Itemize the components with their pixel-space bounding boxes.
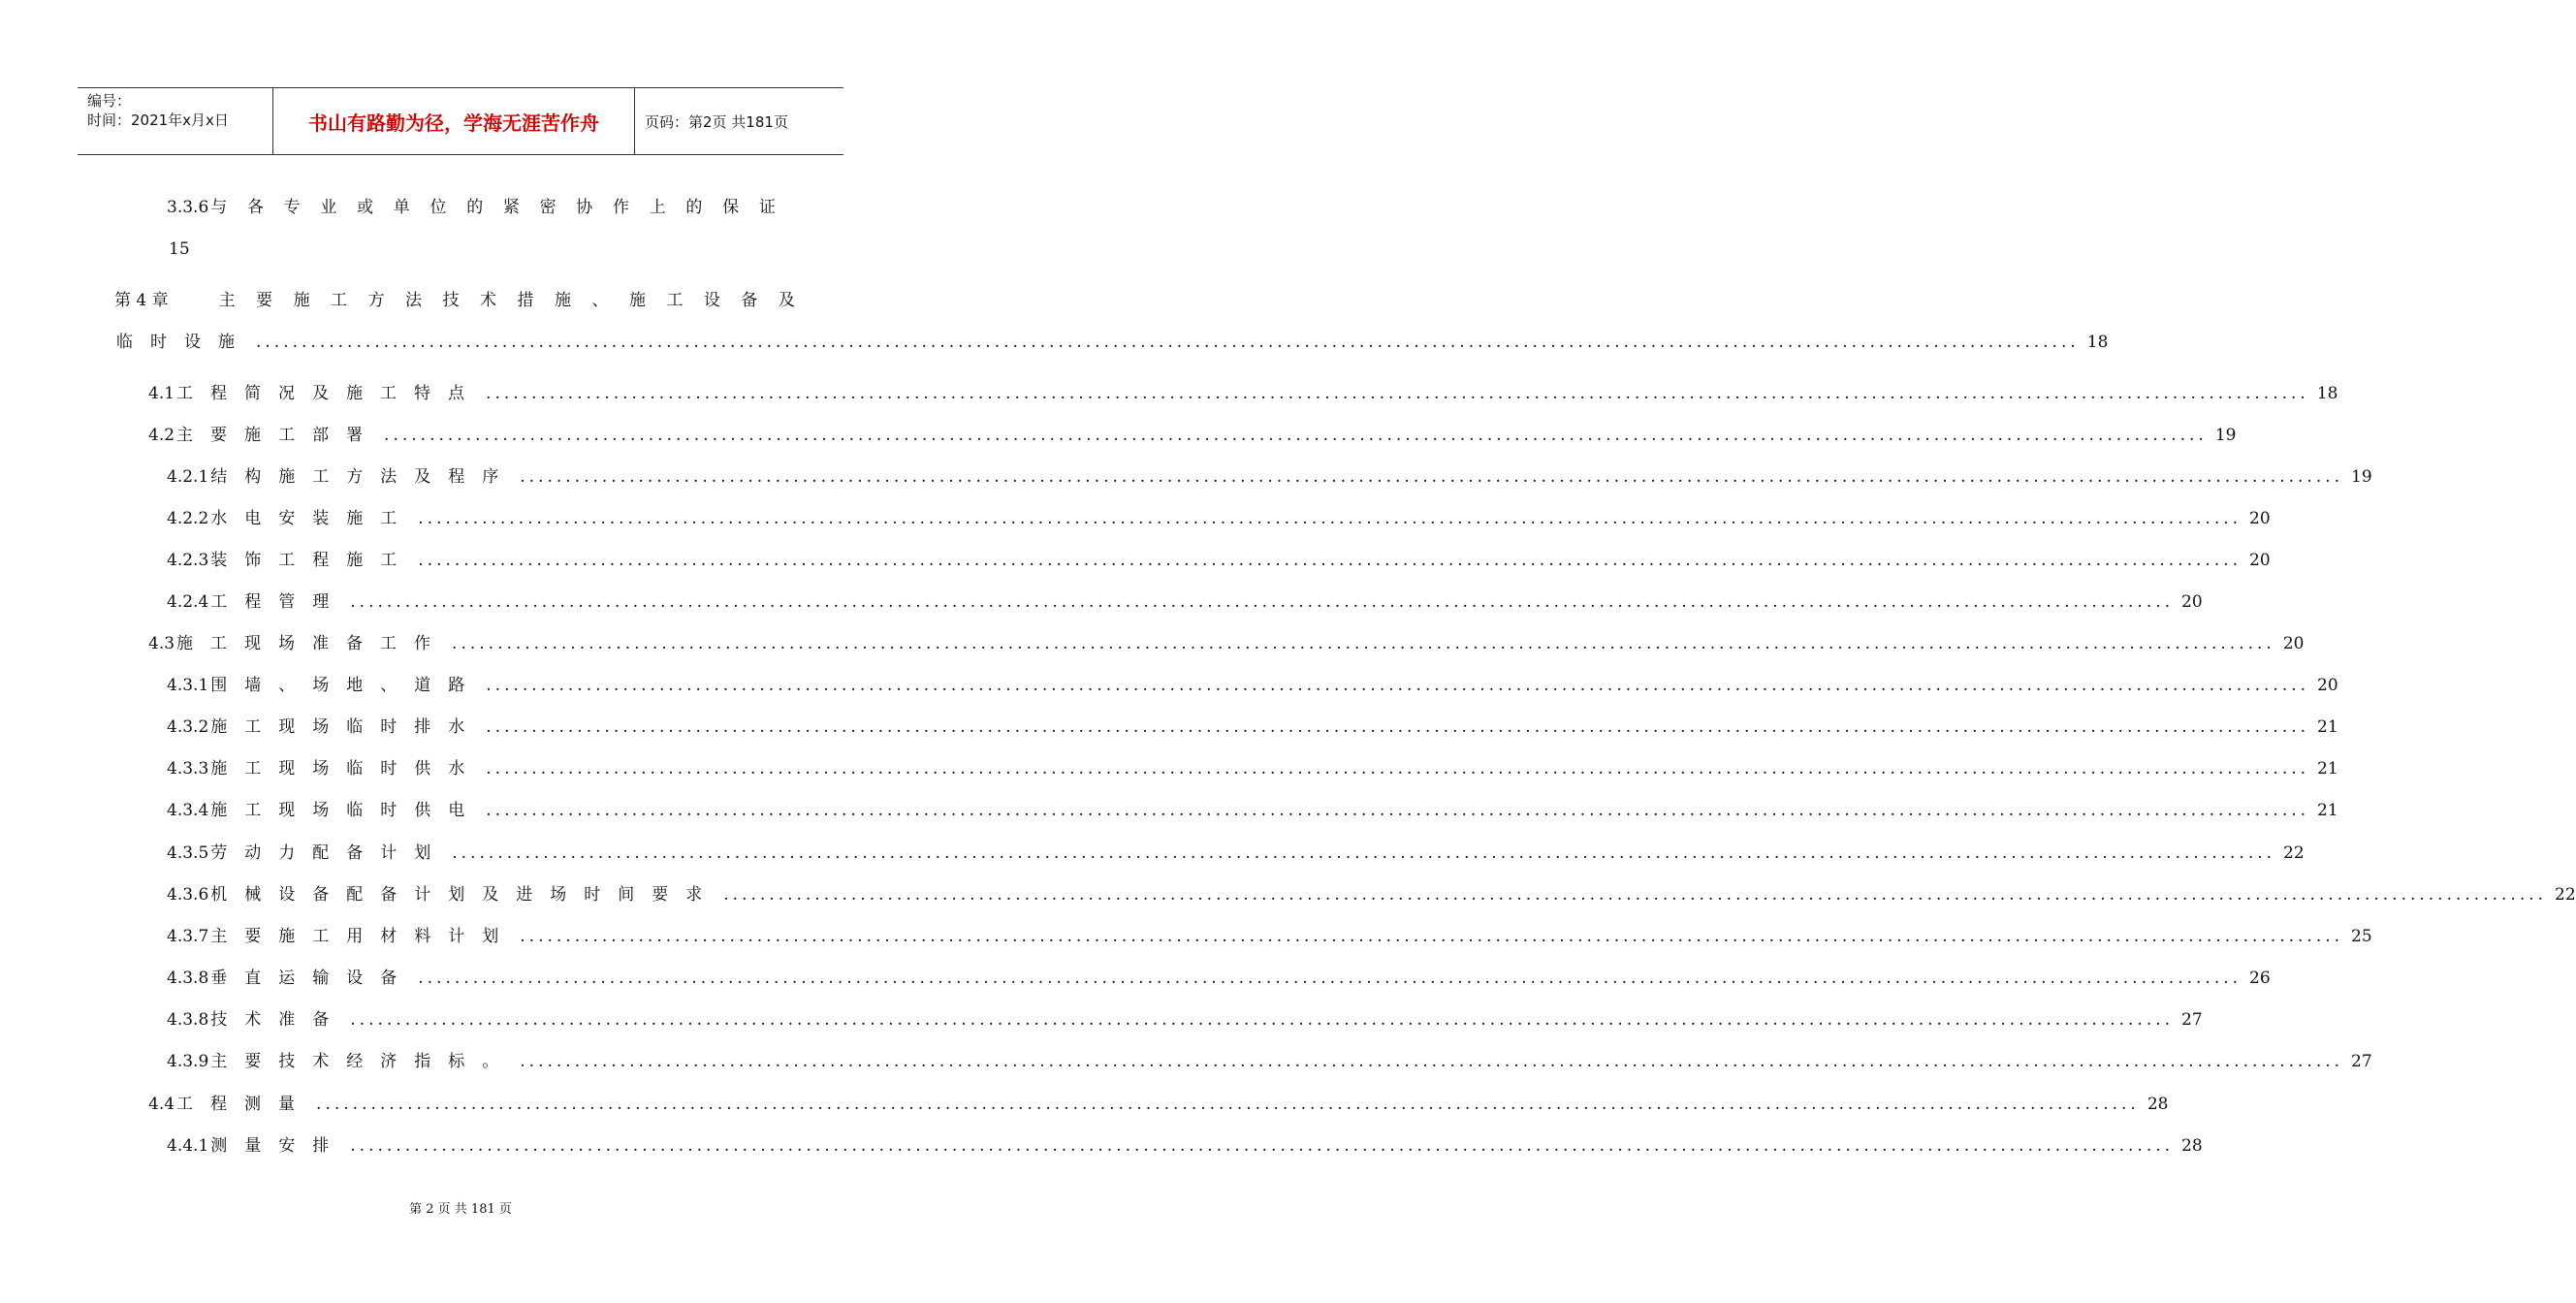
toc-leader-dots: ........................................................................................................................................................................................................	[486, 759, 2310, 779]
toc-leader-dots: ........................................................................................................................................................................................................	[520, 467, 2344, 487]
toc-title: 施工现场准备工作	[176, 634, 449, 653]
toc-number: 4.3.8	[167, 1010, 209, 1030]
toc-title: 围墙、场地、道路	[210, 676, 483, 695]
toc-title: 主要施工用材料计划	[210, 927, 517, 946]
toc-page-number: 21	[2317, 801, 2338, 820]
page-footer: 第 2 页 共 181 页	[409, 1202, 512, 1217]
toc-number: 4.2.1	[167, 467, 209, 487]
toc-leader-dots: ........................................................................................................................................................................................................	[486, 717, 2310, 737]
date-label: 时间：2021年x月x日	[87, 111, 229, 129]
toc-entry	[167, 459, 2372, 488]
toc-title: 机械设备配备计划及进场时间要求	[210, 885, 720, 905]
toc-page-number: 20	[2317, 676, 2338, 695]
toc-number: 4.2.3	[167, 551, 209, 570]
toc-number: 4.3	[148, 634, 175, 653]
toc-page-number: 22	[2283, 843, 2305, 863]
toc-page-number: 27	[2181, 1010, 2203, 1030]
toc-entry	[167, 542, 2271, 571]
toc-page-number: 21	[2317, 717, 2338, 737]
toc-number: 4.3.9	[167, 1052, 209, 1071]
toc-entry	[167, 750, 2338, 779]
header-motto: 书山有路勤为径，学海无涯苦作舟	[272, 88, 635, 154]
toc-leader-dots: ........................................................................................................................................................................................................	[418, 509, 2242, 528]
toc-page-number: 20	[2249, 509, 2271, 528]
toc-title: 劳动力配备计划	[210, 843, 449, 863]
toc-page-number: 27	[2351, 1052, 2372, 1071]
toc-number: 4.3.4	[167, 801, 209, 820]
toc-entry	[148, 1086, 2169, 1115]
toc-entry	[167, 231, 795, 260]
toc-number: 4.2.2	[167, 509, 209, 528]
toc-leader-dots: ........................................................................................................................................................................................................	[350, 592, 2175, 612]
toc-leader-dots: ........................................................................................................................................................................................................	[316, 1095, 2140, 1114]
toc-entry	[167, 1128, 2203, 1157]
toc-number: 3.3.6	[167, 198, 209, 217]
toc-page-number: 15	[169, 239, 190, 259]
toc-leader-dots: ........................................................................................................................................................................................................	[452, 634, 2275, 653]
toc-number: 4.3.2	[167, 717, 209, 737]
toc-page-number: 26	[2249, 969, 2271, 988]
toc-leader-dots: ........................................................................................................................................................................................................	[384, 426, 2208, 445]
toc-title: 装饰工程施工	[210, 551, 415, 570]
toc-entry	[167, 792, 2338, 821]
toc-title: 临时设施	[116, 333, 252, 352]
toc-number: 4.4.1	[167, 1136, 209, 1156]
toc-leader-dots: ........................................................................................................................................................................................................	[486, 801, 2310, 820]
toc-entry	[167, 918, 2372, 947]
toc-title: 主 要 施 工 方 法 技 术 措 施 、 施 工 设 备 及	[218, 291, 795, 310]
toc-title: 施工现场临时供水	[210, 759, 483, 779]
toc-page-number: 22	[2555, 885, 2576, 905]
toc-entry	[167, 500, 2271, 529]
toc-leader-dots: ........................................................................................................................................................................................................	[418, 969, 2242, 988]
toc-number: 4.2.4	[167, 592, 209, 612]
toc-title: 水电安装施工	[210, 509, 415, 528]
toc-entry	[148, 375, 2338, 404]
toc-leader-dots: ........................................................................................................................................................................................................	[418, 551, 2242, 570]
toc-leader-dots: ........................................................................................................................................................................................................	[520, 1052, 2344, 1071]
toc-title: 测量安排	[210, 1136, 347, 1156]
toc-number: 4.1	[148, 384, 175, 403]
toc-page-number: 18	[2316, 384, 2338, 403]
toc-leader-dots: ........................................................................................................................................................................................................	[486, 676, 2310, 695]
toc-page-number: 18	[2086, 333, 2109, 352]
toc-leader-dots: ........................................................................................................................................................................................................	[520, 927, 2344, 946]
toc-entry	[167, 1001, 2203, 1031]
toc-page-number: 21	[2317, 759, 2338, 779]
toc-page-number: 19	[2214, 426, 2237, 445]
toc-leader-dots: ........................................................................................................................................................................................................	[486, 384, 2309, 403]
toc-page-number: 20	[2282, 634, 2305, 653]
header-page-info: 页码：第2页 共181页	[645, 112, 788, 131]
page-header	[78, 87, 843, 155]
toc-number: 4.3.5	[167, 843, 209, 863]
toc-title: 工程管理	[210, 592, 347, 612]
toc-leader-dots: ........................................................................................................................................................................................................	[350, 1136, 2175, 1156]
toc-entry	[167, 960, 2271, 989]
toc-number: 4.4	[148, 1095, 175, 1114]
toc-number: 4.3.3	[167, 759, 209, 779]
toc-number: 4.3.6	[167, 885, 209, 905]
toc-title: 施工现场临时供电	[210, 801, 483, 820]
toc-page-number: 20	[2181, 592, 2203, 612]
toc-title: 与 各 专 业 或 单 位 的 紧 密 协 作 上 的 保 证	[210, 198, 776, 217]
toc-entry	[148, 417, 2237, 446]
toc-page-number: 25	[2351, 927, 2372, 946]
toc-number: 4.2	[148, 426, 175, 445]
code-label: 编号：	[87, 92, 132, 110]
toc-entry	[167, 835, 2305, 864]
toc-page-number: 20	[2249, 551, 2271, 570]
toc-entry	[167, 584, 2203, 613]
toc-leader-dots: ........................................................................................................................................................................................................	[256, 333, 2080, 352]
toc-number: 第 4 章	[114, 291, 169, 310]
toc-entry	[167, 1043, 2372, 1072]
toc-entry	[148, 625, 2305, 654]
toc-title: 施工现场临时排水	[210, 717, 483, 737]
toc-leader-dots: ........................................................................................................................................................................................................	[723, 885, 2548, 905]
toc-title: 结构施工方法及程序	[210, 467, 517, 487]
toc-page-number: 19	[2351, 467, 2372, 487]
toc-number: 4.3.1	[167, 676, 209, 695]
toc-leader-dots: ........................................................................................................................................................................................................	[350, 1010, 2175, 1030]
toc-title: 工程测量	[176, 1095, 313, 1114]
toc-page-number: 28	[2147, 1095, 2169, 1114]
toc-title: 工程简况及施工特点	[176, 384, 483, 403]
toc-title: 技术准备	[210, 1010, 347, 1030]
toc-entry	[114, 282, 795, 311]
toc-number: 4.3.8	[167, 969, 209, 988]
toc-leader-dots: ........................................................................................................................................................................................................	[452, 843, 2276, 863]
header-meta	[78, 88, 271, 154]
toc-page-number: 28	[2181, 1136, 2203, 1156]
toc-title: 主要施工部署	[176, 426, 381, 445]
toc-entry	[167, 189, 776, 218]
toc-number: 4.3.7	[167, 927, 209, 946]
toc-entry	[167, 667, 2338, 696]
toc-entry	[167, 876, 2576, 906]
toc-title: 垂直运输设备	[210, 969, 415, 988]
toc-entry	[167, 709, 2338, 738]
toc-title: 主要技术经济指标。	[210, 1052, 517, 1071]
toc-entry	[114, 324, 2109, 353]
